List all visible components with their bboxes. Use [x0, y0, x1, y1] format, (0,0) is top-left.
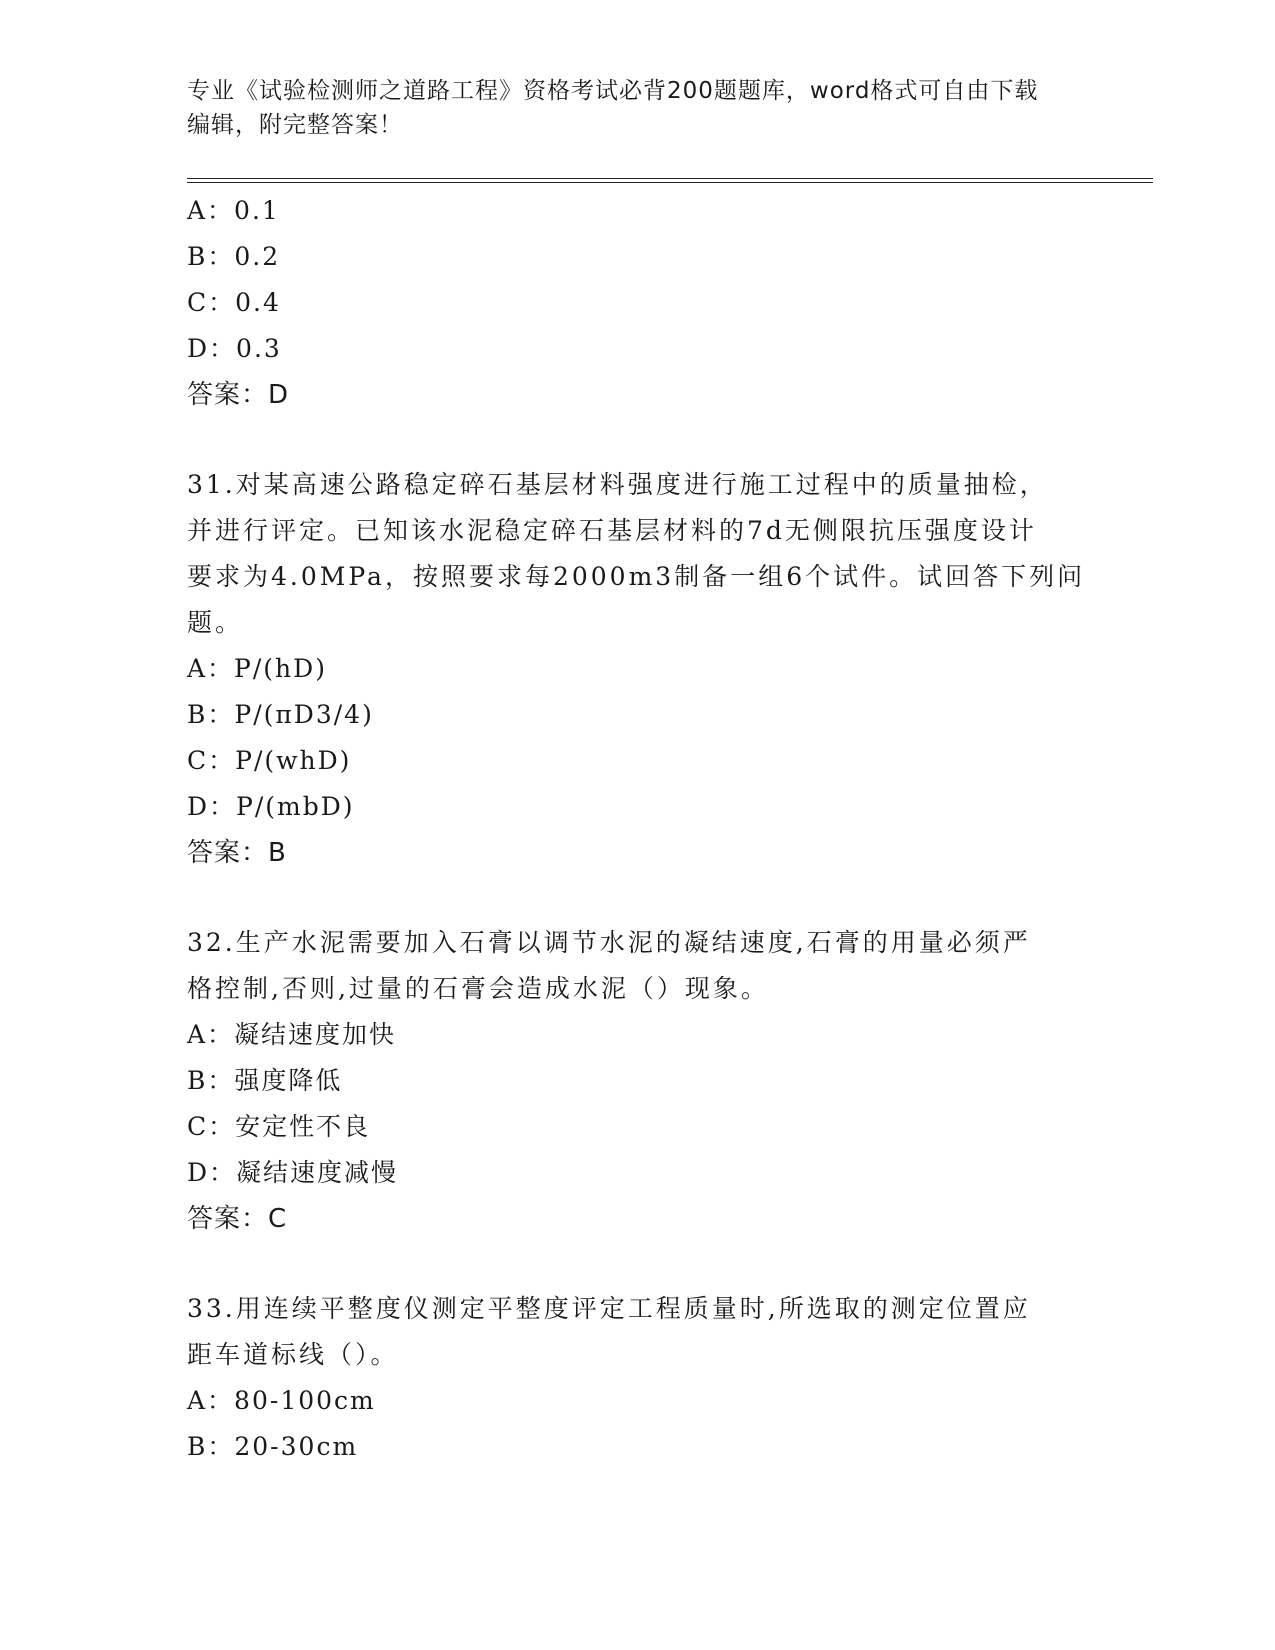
option-c: C：安定性不良: [187, 1112, 371, 1141]
option-b: B：P/(πD3/4): [187, 700, 374, 729]
question-block: [187, 462, 1087, 876]
header-line-2: 编辑，附完整答案！: [187, 112, 403, 138]
question-stem: [187, 462, 1087, 646]
option-b: B：20-30cm: [187, 1432, 359, 1461]
option-b: B：0.2: [187, 242, 281, 271]
question-block: [187, 188, 1087, 418]
option-a: A：P/(hD): [187, 654, 327, 683]
header-double-rule: [187, 178, 1153, 183]
option-a: A：凝结速度加快: [187, 1020, 397, 1049]
page-header: [187, 74, 1077, 142]
option-c: C：0.4: [187, 288, 281, 317]
stem-line: 33.用连续平整度仪测定平整度评定工程质量时,所选取的测定位置应: [187, 1294, 1031, 1323]
question-stem: [187, 920, 1087, 1012]
answer-line: 答案：D: [187, 380, 290, 410]
option-b: B：强度降低: [187, 1066, 343, 1095]
stem-line: 格控制,否则,过量的石膏会造成水泥（）现象。: [187, 974, 769, 1003]
option-d: D：凝结速度减慢: [187, 1158, 399, 1187]
question-block: [187, 1286, 1087, 1470]
stem-line: 距车道标线（）。: [187, 1340, 399, 1369]
option-a: A：0.1: [187, 196, 280, 225]
stem-line: 32.生产水泥需要加入石膏以调节水泥的凝结速度,石膏的用量必须严: [187, 928, 1031, 957]
option-c: C：P/(whD): [187, 746, 352, 775]
answer-line: 答案：B: [187, 838, 287, 868]
header-line-1: 专业《试验检测师之道路工程》资格考试必背200题题库，word格式可自由下载: [187, 78, 1039, 104]
option-a: A：80-100cm: [187, 1386, 376, 1415]
question-list: [187, 188, 1087, 1470]
option-d: D：P/(mbD): [187, 792, 355, 821]
stem-line: 要求为4.0MPa，按照要求每2000m3制备一组6个试件。试回答下列问: [187, 562, 1086, 591]
stem-line: 31.对某高速公路稳定碎石基层材料强度进行施工过程中的质量抽检，: [187, 470, 1048, 499]
question-block: [187, 920, 1087, 1242]
option-d: D：0.3: [187, 334, 282, 363]
answer-line: 答案：C: [187, 1204, 288, 1234]
stem-line: 并进行评定。已知该水泥稳定碎石基层材料的7d无侧限抗压强度设计: [187, 516, 1037, 545]
question-stem: [187, 1286, 1087, 1378]
stem-line: 题。: [187, 608, 244, 637]
